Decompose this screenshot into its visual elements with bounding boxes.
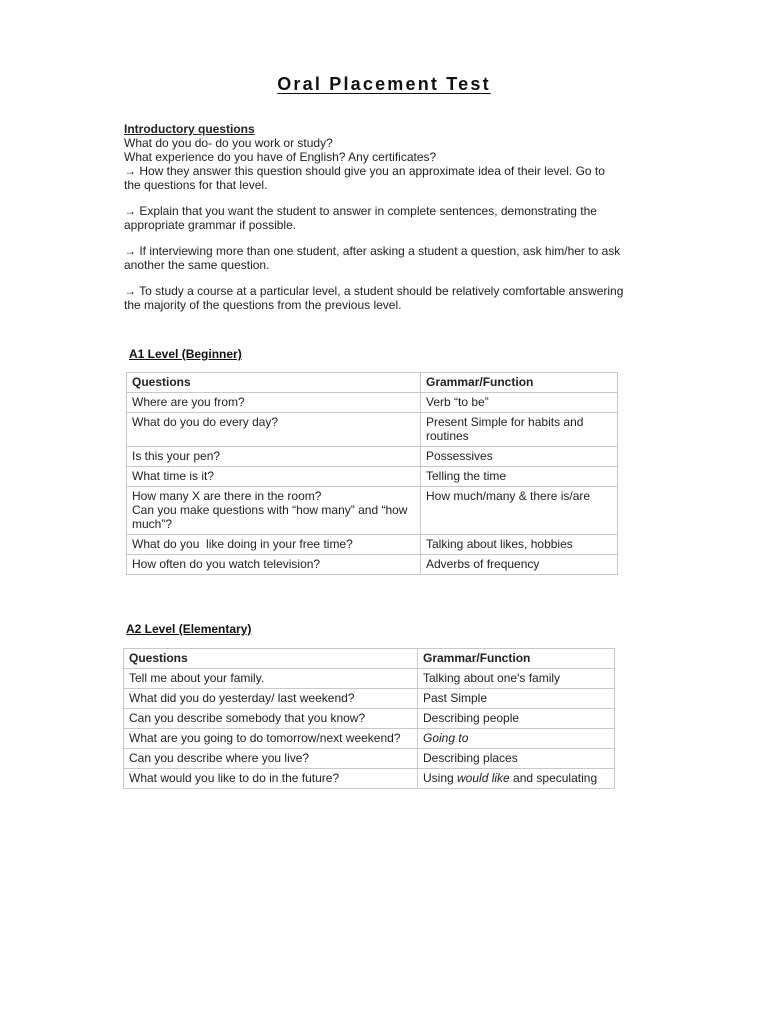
grammar-text: and speculating bbox=[509, 771, 598, 785]
grammar-cell: Possessives bbox=[421, 447, 618, 467]
question-cell: Tell me about your family. bbox=[124, 669, 418, 689]
grammar-cell: Talking about one's family bbox=[418, 669, 615, 689]
question-cell: Where are you from? bbox=[127, 393, 421, 413]
intro-line: What do you do- do you work or study? bbox=[124, 136, 333, 150]
intro-line: What experience do you have of English? Any certificates? bbox=[124, 150, 437, 164]
question-cell: Can you describe where you live? bbox=[124, 749, 418, 769]
column-header-questions: Questions bbox=[124, 649, 418, 669]
question-cell: What would you like to do in the future? bbox=[124, 769, 418, 789]
table-header-row bbox=[127, 373, 618, 393]
intro-note: → If interviewing more than one student, after asking a student a question, ask him/her to ask another the same question. bbox=[124, 244, 621, 272]
grammar-cell: Past Simple bbox=[418, 689, 615, 709]
grammar-text: Using bbox=[423, 771, 458, 785]
table-row bbox=[127, 467, 618, 487]
table-row bbox=[127, 447, 618, 467]
table-row bbox=[127, 555, 618, 575]
column-header-grammar: Grammar/Function bbox=[421, 373, 618, 393]
grammar-cell: Describing people bbox=[418, 709, 615, 729]
grammar-cell bbox=[418, 769, 615, 789]
grammar-cell: Talking about likes, hobbies bbox=[421, 535, 618, 555]
intro-note: → To study a course at a particular level, a student should be relatively comfortable answering the majority of the questions from the previous level. bbox=[124, 284, 624, 312]
question-cell bbox=[127, 487, 421, 535]
question-cell: Is this your pen? bbox=[127, 447, 421, 467]
table-row bbox=[124, 749, 615, 769]
question-cell: What are you going to do tomorrow/next weekend? bbox=[124, 729, 418, 749]
question-cell: What time is it? bbox=[127, 467, 421, 487]
grammar-cell: Telling the time bbox=[421, 467, 618, 487]
question-cell: What do you do every day? bbox=[127, 413, 421, 447]
table-row bbox=[124, 769, 615, 789]
intro-note: → Explain that you want the student to answer in complete sentences, demonstrating the appropriate grammar if possible. bbox=[124, 204, 597, 232]
column-header-grammar: Grammar/Function bbox=[418, 649, 615, 669]
a2-table bbox=[123, 648, 615, 789]
grammar-cell: Present Simple for habits and routines bbox=[421, 413, 618, 447]
table-header-row bbox=[124, 649, 615, 669]
grammar-cell: Describing places bbox=[418, 749, 615, 769]
table-row bbox=[124, 689, 615, 709]
column-header-questions: Questions bbox=[127, 373, 421, 393]
table-row bbox=[127, 535, 618, 555]
a1-heading: A1 Level (Beginner) bbox=[129, 347, 242, 361]
page-title: Oral Placement Test bbox=[277, 74, 491, 94]
introductory-section bbox=[124, 122, 624, 312]
a2-heading: A2 Level (Elementary) bbox=[126, 622, 252, 636]
table-row bbox=[127, 487, 618, 535]
grammar-cell: Adverbs of frequency bbox=[421, 555, 618, 575]
question-cell: Can you describe somebody that you know? bbox=[124, 709, 418, 729]
question-line: Can you make questions with “how many” and “how much”? bbox=[132, 503, 408, 531]
table-row bbox=[127, 393, 618, 413]
table-row bbox=[124, 709, 615, 729]
question-cell: How often do you watch television? bbox=[127, 555, 421, 575]
question-line: How many X are there in the room? bbox=[132, 489, 322, 503]
question-cell: What did you do yesterday/ last weekend? bbox=[124, 689, 418, 709]
question-cell: What do you like doing in your free time? bbox=[127, 535, 421, 555]
grammar-cell: How much/many & there is/are bbox=[421, 487, 618, 535]
grammar-emphasis: would like bbox=[457, 771, 510, 785]
grammar-cell: Verb “to be” bbox=[421, 393, 618, 413]
intro-note: → How they answer this question should give you an approximate idea of their level. Go to the questions for that level. bbox=[124, 164, 605, 192]
grammar-cell: Going to bbox=[418, 729, 615, 749]
intro-heading: Introductory questions bbox=[124, 122, 255, 136]
table-row bbox=[127, 413, 618, 447]
table-row bbox=[124, 669, 615, 689]
table-row bbox=[124, 729, 615, 749]
a1-table bbox=[126, 372, 618, 575]
